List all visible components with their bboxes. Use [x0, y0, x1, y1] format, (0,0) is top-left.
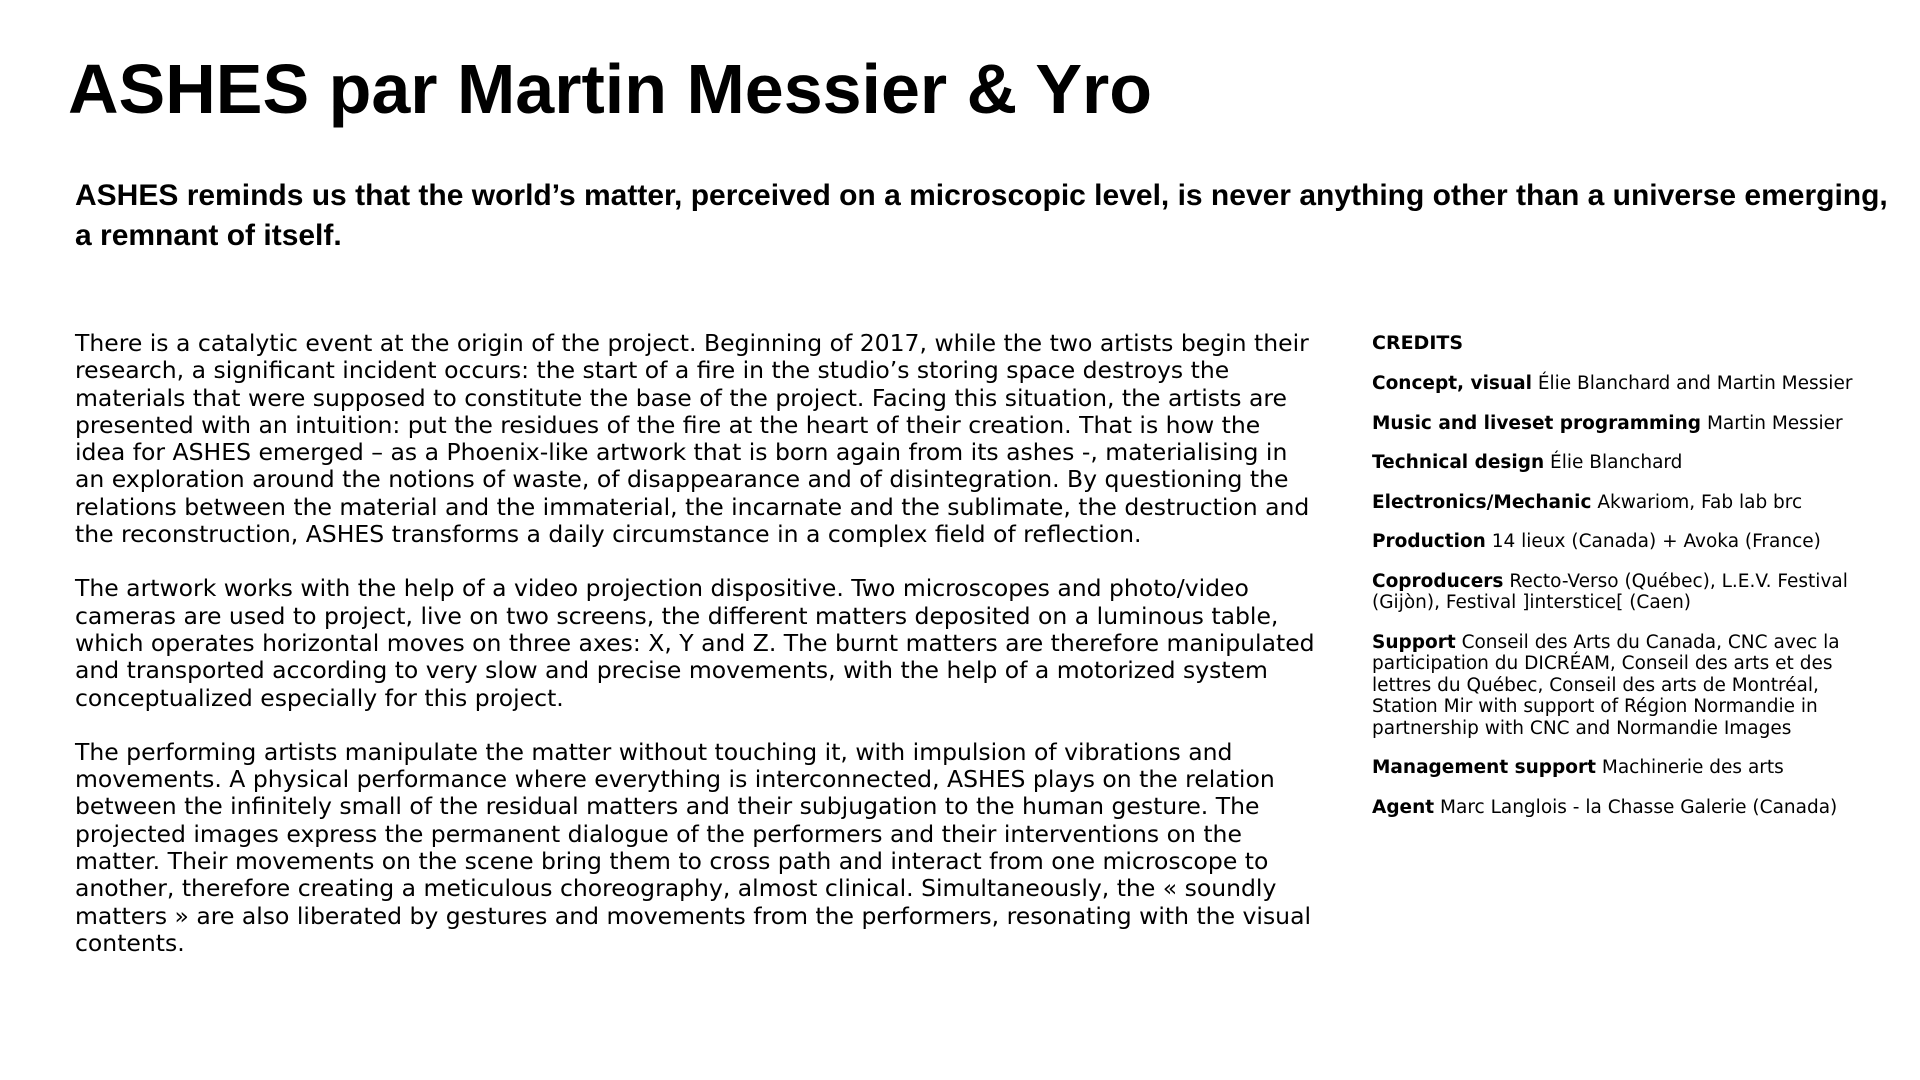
credit-value: Élie Blanchard and Martin Messier [1537, 373, 1853, 394]
credit-music-programming [1372, 413, 1872, 435]
credit-label: Agent [1372, 796, 1435, 818]
credit-value: Élie Blanchard [1550, 452, 1683, 473]
credit-label: Concept, visual [1372, 373, 1532, 394]
description-paragraph: The performing artists manipulate the matter without touching it, with impulsion of vibrations and movements. A physical performance where everything is interconnected, ASHES plays on the relation between the infinitely small of the residual matters and their subjugation to the human gesture. The projected images express the permanent dialogue of the performers and their interventions on the matter. Their movements on the scene bring them to cross path and interact from one microscope to another, therefore creating a meticulous choreography, almost clinical. Simultaneously, the « soundly matters » are also liberated by gestures and movements from the performers, resonating with the visual contents. [75, 737, 1312, 957]
lead-statement: ASHES reminds us that the world’s matter, perceived on a microscopic level, is never anything other than a universe emerging, a remnant of itself. [75, 179, 1888, 252]
credit-label: Coproducers [1372, 570, 1504, 592]
credit-label: Management support [1372, 757, 1596, 778]
description-paragraph: The artwork works with the help of a video projection dispositive. Two microscopes and photo/video cameras are used to project, live on two screens, the different matters deposited on a luminous table, which operates horizontal moves on three axes: X, Y and Z. The burnt matters are therefore manipulated and transported according to very slow and precise movements, with the help of a motorized system conceptualized especially for this project. [75, 574, 1315, 712]
credit-production [1372, 531, 1872, 553]
credit-label: Electronics/Mechanic [1372, 491, 1592, 513]
page-title: ASHES par Martin Messier & Yro [68, 50, 1153, 128]
credit-value: Marc Langlois - la Chasse Galerie (Canada) [1440, 796, 1838, 818]
credit-label: Technical design [1372, 452, 1545, 473]
credits-panel [1372, 331, 1872, 836]
description-body [75, 330, 1315, 984]
description-paragraph: There is a catalytic event at the origin of the project. Beginning of 2017, while the two artists begin their research, a significant incident occurs: the start of a fire in the studio’s storing space destroys the materials that were supposed to constitute the base of the project. Facing this situation, the artists are presented with an intuition: put the residues of the fire at the heart of their creation. That is how the idea for ASHES emerged – as a Phoenix-like artwork that is born again from its ashes -, materialising in an exploration around the notions of waste, of disappearance and of disintegration. By questioning the relations between the material and the immaterial, the incarnate and the sublimate, the destruction and the reconstruction, ASHES transforms a daily circumstance in a complex field of reflection. [75, 329, 1310, 549]
credit-support [1372, 632, 1872, 740]
credit-management-support [1372, 757, 1872, 779]
credit-value: Martin Messier [1706, 412, 1843, 434]
credit-value: Recto-Verso (Québec), L.E.V. Festival (Gijòn), Festival ]interstice[ (Caen) [1372, 570, 1848, 613]
credit-coproducers [1372, 571, 1872, 614]
credit-value: Machinerie des arts [1601, 757, 1784, 778]
credit-value: 14 lieux (Canada) + Avoka (France) [1491, 531, 1821, 552]
credit-label: Production [1372, 531, 1486, 552]
credit-label: Support [1372, 631, 1456, 653]
credit-concept-visual [1372, 373, 1872, 395]
credit-label: Music and liveset programming [1372, 412, 1702, 434]
credit-agent [1372, 797, 1872, 819]
credits-heading: CREDITS [1372, 332, 1464, 354]
credit-value: Akwariom, Fab lab brc [1597, 491, 1803, 513]
credit-technical-design [1372, 452, 1872, 474]
credit-electronics-mechanic [1372, 492, 1872, 514]
credit-value: Conseil des Arts du Canada, CNC avec la participation du DICRÉAM, Conseil des arts et des lettres du Québec, Conseil des arts de Montréal, Station Mir with support of Région Normandie in partnership with CNC and Normandie Images [1372, 631, 1840, 739]
